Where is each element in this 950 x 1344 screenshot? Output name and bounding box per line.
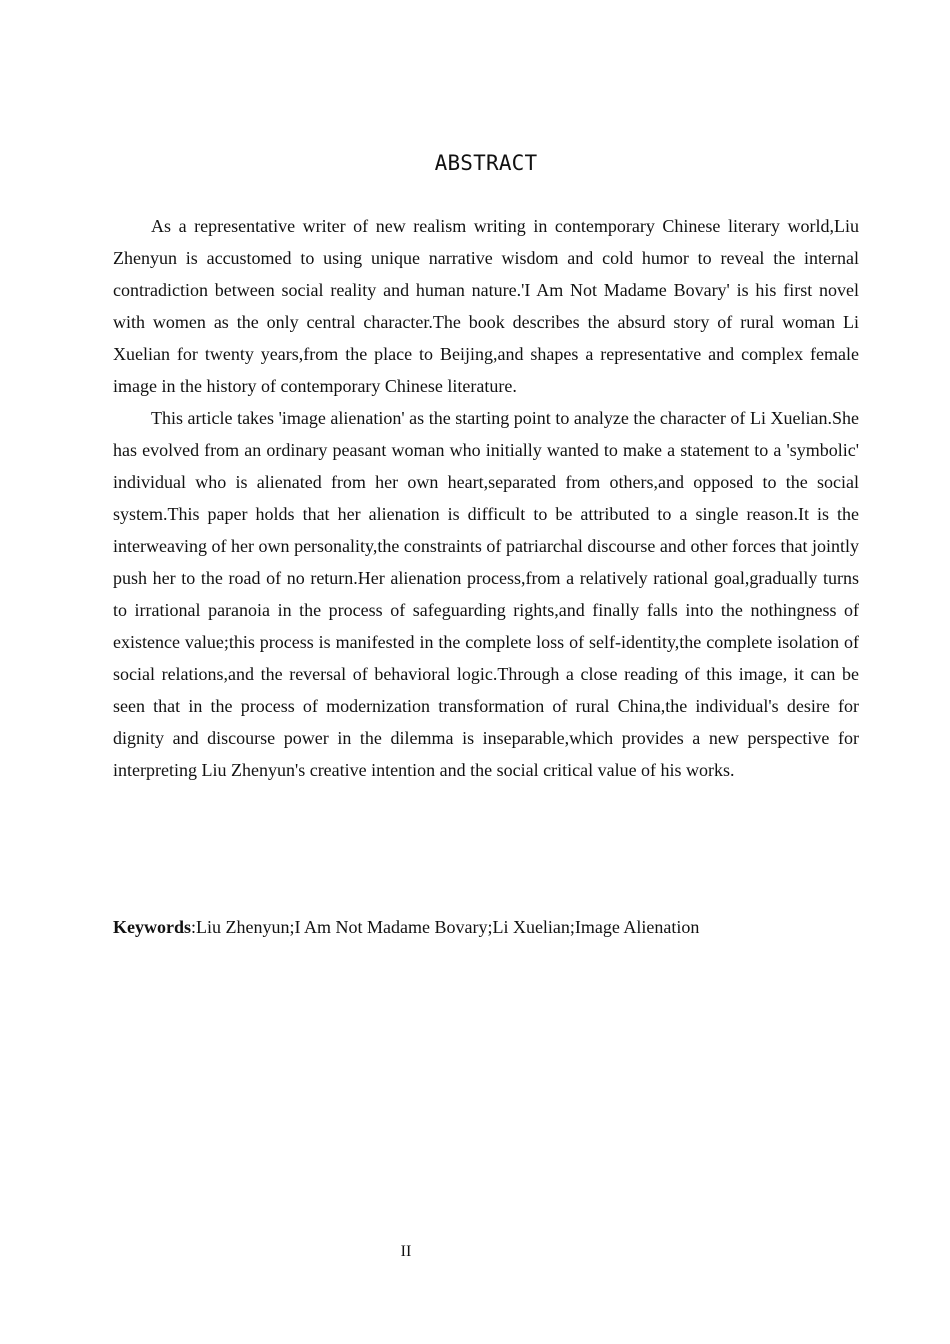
abstract-title: ABSTRACT [434,151,538,175]
abstract-body [113,210,859,786]
abstract-paragraph-1: As a representative writer of new realism writing in contemporary Chinese literary world,Liu Zhenyun is accustomed to using unique narrative wisdom and cold humor to reveal the internal contradiction between social reality and human nature.'I Am Not Madame Bovary' is his first novel with women as the only central character.The book describes the absurd story of rural woman Li Xuelian for twenty years,from the place to Beijing,and shapes a representative and complex female image in the history of contemporary Chinese literature. [113,216,859,396]
page-number: II [400,1243,412,1260]
keywords-label: Keywords [113,917,191,937]
keywords-line [113,911,859,943]
keywords-list: :Liu Zhenyun;I Am Not Madame Bovary;Li Xuelian;Image Alienation [191,917,700,937]
abstract-paragraph-2: This article takes 'image alienation' as the starting point to analyze the character of Li Xuelian.She has evolved from an ordinary peasant woman who initially wanted to make a statement to a 'symbolic' individual who is alienated from her own heart,separated from others,and opposed to the social system.This paper holds that her alienation is difficult to be attributed to a single reason.It is the interweaving of her own personality,the constraints of patriarchal discourse and other forces that jointly push her to the road of no return.Her alienation process,from a relatively rational goal,gradually turns to irrational paranoia in the process of safeguarding rights,and finally falls into the nothingness of existence value;this process is manifested in the complete loss of self-identity,the complete isolation of social relations,and the reversal of behavioral logic.Through a close reading of this image, it can be seen that in the process of modernization transformation of rural China,the individual's desire for dignity and discourse power in the dilemma is inseparable,which provides a new perspective for interpreting Liu Zhenyun's creative intention and the social critical value of his works. [113,408,859,780]
